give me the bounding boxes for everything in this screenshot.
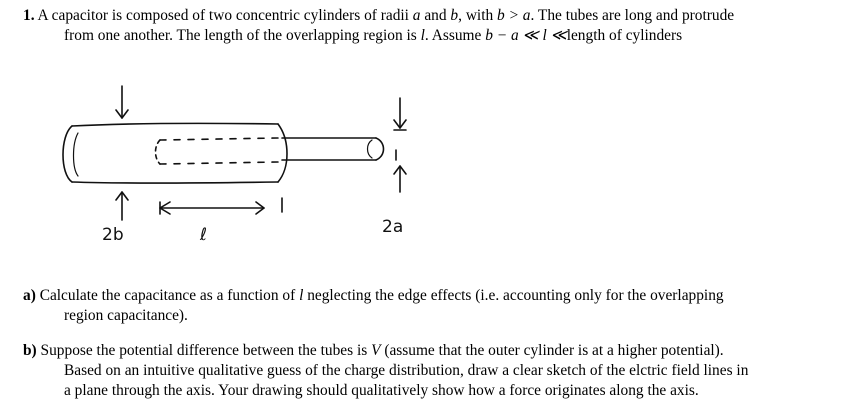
label-l: ℓ <box>200 225 208 245</box>
part-a-line-1 <box>23 286 843 306</box>
part-b-line-2: Based on an intuitive qualitative guess of the charge distribution, draw a clear sketch of the elctric field lines in <box>64 362 749 379</box>
problem-text: , with <box>458 7 498 24</box>
problem-text: . The tubes are long and protrude <box>530 7 735 24</box>
problem-line-1 <box>23 6 843 26</box>
problem-line-2 <box>23 26 843 46</box>
problem-number: 1. <box>23 7 35 24</box>
capacitor-drawing <box>50 80 450 250</box>
var-a: a <box>412 7 421 24</box>
inner-cylinder-cap <box>368 140 373 158</box>
var-V: V <box>371 342 381 359</box>
assumption-inequality: b − a ≪ l ≪ <box>485 27 567 44</box>
inner-cylinder-hidden-bottom <box>160 162 278 164</box>
problem-text: and <box>420 7 451 24</box>
var-l: l <box>299 287 304 304</box>
part-b-text: (assume that the outer cylinder is at a higher potential). <box>380 342 724 359</box>
part-a <box>23 286 843 326</box>
outer-cylinder-inner-ellipse <box>74 133 79 176</box>
inner-cylinder-hidden-top <box>160 138 278 140</box>
outer-cylinder-left-end <box>63 126 72 182</box>
part-a-line-2: region capacitance). <box>64 307 188 324</box>
label-2a: 2a <box>382 217 404 237</box>
problem-text: length of cylinders <box>566 27 683 44</box>
label-2b: 2b <box>102 225 124 245</box>
part-b <box>23 341 843 401</box>
condition-b-gt-a: b > a <box>497 7 531 24</box>
outer-cylinder-bottom <box>72 182 278 183</box>
problem-text: . Assume <box>424 27 486 44</box>
inner-cylinder-hidden-end <box>156 140 161 164</box>
part-b-label: b) <box>23 342 37 359</box>
part-a-label: a) <box>23 287 36 304</box>
inner-cylinder-right-end <box>376 138 384 160</box>
problem-text: A capacitor is composed of two concentric cylinders of radii <box>37 7 413 24</box>
var-l: l <box>420 27 425 44</box>
outer-cylinder-top <box>72 123 278 126</box>
part-a-text: neglecting the edge effects (i.e. accounting only for the overlapping <box>303 287 724 304</box>
part-a-text: Calculate the capacitance as a function of <box>39 287 300 304</box>
part-b-text: Suppose the potential difference between the tubes is <box>40 342 372 359</box>
outer-cylinder-right-end <box>278 124 287 182</box>
problem-text: from one another. The length of the overlapping region is <box>64 27 421 44</box>
var-b: b <box>450 7 459 24</box>
part-b-line-1 <box>23 341 843 361</box>
problem-statement <box>23 6 843 46</box>
part-b-line-3: a plane through the axis. Your drawing should qualitatively show how a force originates along the axis. <box>64 382 699 399</box>
capacitor-sketch <box>50 80 450 250</box>
